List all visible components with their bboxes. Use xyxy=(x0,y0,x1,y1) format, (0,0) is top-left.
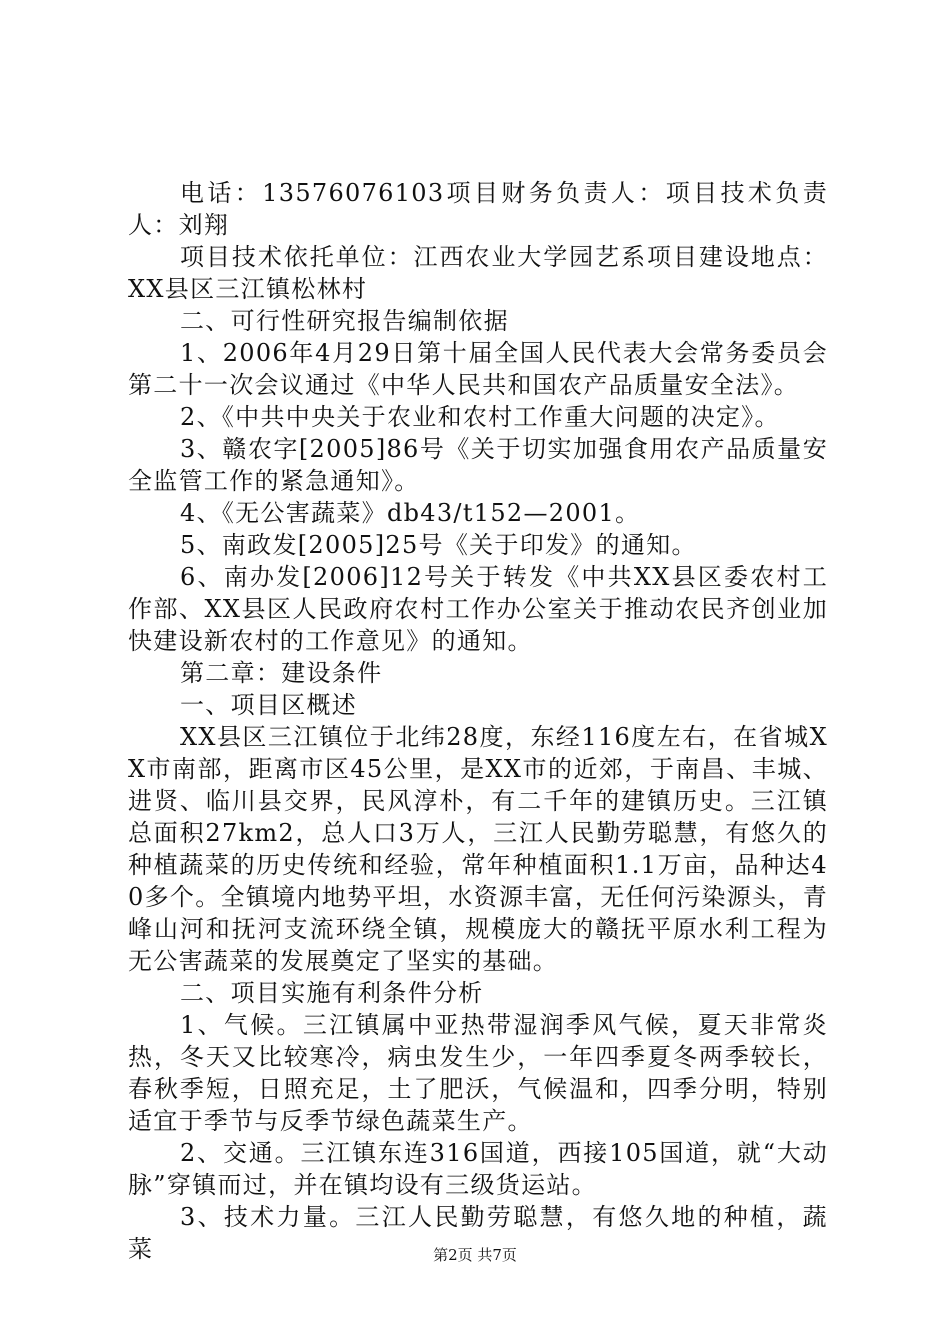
paragraph-tech-support-unit: 项目技术依托单位：江西农业大学园艺系项目建设地点：XX县区三江镇松林村 xyxy=(128,243,828,303)
list-item-climate: 1、气候。三江镇属中亚热带湿润季风气候，夏天非常炎热，冬天又比较寒冷，病虫发生少，一年四季夏冬两季较长，春秋季短，日照充足，土了肥沃，气候温和，四季分明，特别适宜于季节与反季节绿色蔬菜生产。 xyxy=(128,1011,828,1135)
section-heading-conditions: 二、项目实施有利条件分析 xyxy=(180,979,484,1007)
list-item-basis-3: 3、赣农字[2005]86号《关于切实加强食用农产品质量安全监管工作的紧急通知》。 xyxy=(128,435,828,495)
paragraph-overview: XX县区三江镇位于北纬28度，东经116度左右，在省城XX市南部，距离市区45公里，是XX市的近郊，于南昌、丰城、进贤、临川县交界，民风淳朴，有二千年的建镇历史。三江镇总面积27km2，总人口3万人，三江人民勤劳聪慧，有悠久的种植蔬菜的历史传统和经验，常年种植面积1.1万亩，品种达40多个。全镇境内地势平坦，水资源丰富，无任何污染源头，青峰山河和抚河支流环绕全镇，规模庞大的赣抚平原水利工程为无公害蔬菜的发展奠定了坚实的基础。 xyxy=(128,723,828,975)
list-item-transport: 2、交通。三江镇东连316国道，西接105国道，就“大动脉”穿镇而过，并在镇均设有三级货运站。 xyxy=(128,1139,828,1199)
document-body xyxy=(128,177,828,1265)
section-heading-overview: 一、项目区概述 xyxy=(180,691,358,719)
list-item-technical: 3、技术力量。三江人民勤劳聪慧，有悠久地的种植，蔬菜 xyxy=(128,1203,828,1263)
list-item-basis-2: 2、《中共中央关于农业和农村工作重大问题的决定》。 xyxy=(180,403,780,431)
chapter-heading: 第二章：建设条件 xyxy=(180,659,383,687)
list-item-basis-5: 5、南政发[2005]25号《关于印发》的通知。 xyxy=(180,531,697,559)
list-item-basis-4: 4、《无公害蔬菜》db43/t152—2001。 xyxy=(180,499,641,527)
section-heading-basis: 二、可行性研究报告编制依据 xyxy=(180,307,509,335)
list-item-basis-6: 6、南办发[2006]12号关于转发《中共XX县区委农村工作部、XX县区人民政府农村工作办公室关于推动农民齐创业加快建设新农村的工作意见》的通知。 xyxy=(128,563,828,655)
paragraph-contacts: 电话：13576076103项目财务负责人：项目技术负责人：刘翔 xyxy=(128,179,828,239)
list-item-basis-1: 1、2006年4月29日第十届全国人民代表大会常务委员会第二十一次会议通过《中华人民共和国农产品质量安全法》。 xyxy=(128,339,828,399)
page-number-footer: 第2页 共7页 xyxy=(433,1246,517,1264)
